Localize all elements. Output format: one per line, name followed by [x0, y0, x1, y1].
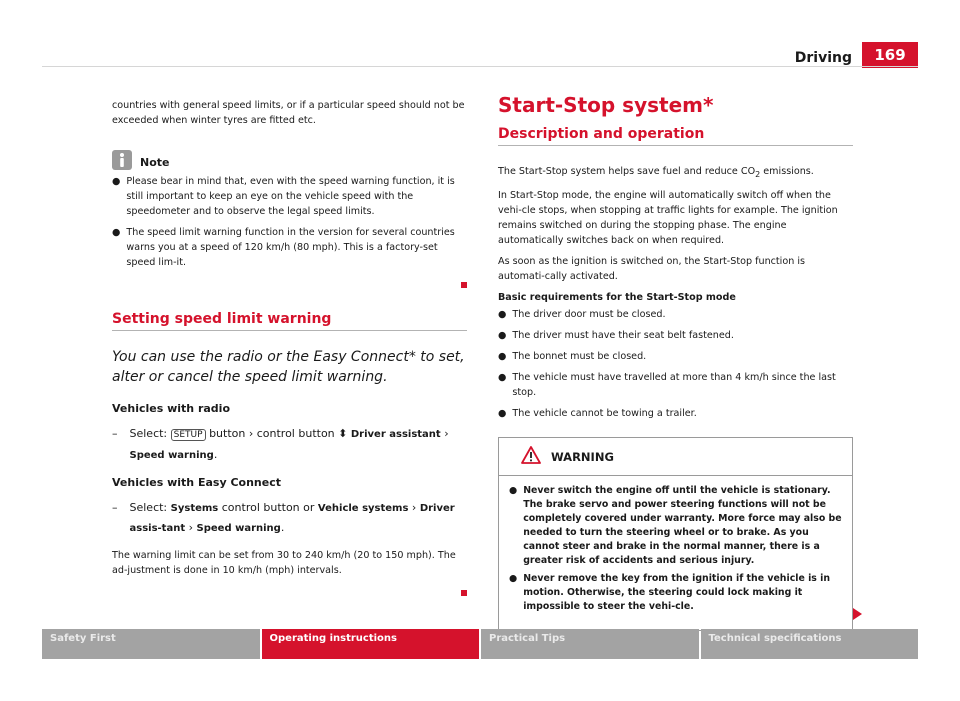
warning-heading: [499, 438, 852, 476]
intro-paragraph: The Start-Stop system helps save fuel and reduce $CO_2$ emissions.: [498, 166, 814, 179]
note-bullet: ● Please bear in mind that, even with the speed warning function, it is still important to keep an eye on the vehicle speed with the speedometer and to observe the legal speed limits.: [112, 176, 455, 217]
radio-heading: Vehicles with radio: [112, 402, 231, 415]
radio-step: – Select: SETUP button › control button ⬍ Driver assistant › Speed warning.: [112, 427, 449, 461]
range-text: The warning limit can be set from 30 to 240 km/h (20 to 150 mph). The ad-justment is done in 10 km/h (mph) intervals.: [112, 550, 456, 576]
header-divider: [42, 66, 918, 67]
section-heading: Setting speed limit warning: [112, 312, 467, 331]
requirement-item: ● The driver must have their seat belt fastened.: [498, 329, 734, 341]
footer-tab-safety-first[interactable]: Safety First: [42, 629, 260, 659]
note-info-icon: [112, 150, 132, 170]
header-section-title: Driving: [794, 50, 852, 66]
requirement-item: ● The vehicle cannot be towing a trailer.: [498, 407, 697, 419]
easy-connect-heading: Vehicles with Easy Connect: [112, 476, 281, 489]
page-number: 169: [862, 42, 918, 68]
requirement-item: ● The bonnet must be closed.: [498, 350, 647, 362]
easy-connect-step: – Select: Systems control button or Vehicle systems › Driver assis-tant › Speed warning.: [112, 501, 455, 534]
note-bullet: ● The speed limit warning function in the version for several countries warns you at a speed of 120 km/h (80 mph). This is a factory-set speed lim-it.: [112, 227, 455, 268]
warning-item: ● Never switch the engine off until the vehicle is stationary. The brake servo and power steering functions will not be completely covered under warranty. More force may also be needed to turn the steering wheel or to brake. As you cannot steer and brake in the normal manner, there is a greater risk of accidents and serious injury.: [509, 484, 842, 566]
main-title: Start-Stop system*: [498, 93, 714, 117]
warning-label: WARNING: [551, 449, 614, 464]
warning-item: ● Never remove the key from the ignition if the vehicle is in motion. Otherwise, the steering could lock making it impossible to steer the vehi-cle.: [509, 572, 831, 612]
note-heading: [112, 150, 467, 170]
right-column: [498, 93, 853, 631]
setup-key: SETUP: [171, 429, 206, 441]
warning-box: [498, 437, 853, 631]
activation-paragraph: As soon as the ignition is switched on, the Start-Stop function is automati-cally activated.: [498, 255, 806, 282]
requirements-heading: Basic requirements for the Start-Stop mode: [498, 291, 736, 303]
continuation-text: countries with general speed limits, or if a particular speed should not be exceeded when winter tyres are fitted etc.: [112, 100, 465, 126]
footer-tab-operating-instructions[interactable]: Operating instructions: [262, 629, 480, 659]
footer-tab-technical-specifications[interactable]: Technical specifications: [701, 629, 919, 659]
section-end-marker: [461, 282, 467, 288]
footer-tab-practical-tips[interactable]: Practical Tips: [481, 629, 699, 659]
warning-triangle-icon: [521, 446, 541, 469]
note-label: Note: [140, 156, 170, 169]
requirement-item: ● The driver door must be closed.: [498, 308, 666, 320]
section-end-marker: [461, 590, 467, 596]
continue-arrow-icon: [853, 608, 862, 620]
mode-paragraph: In Start-Stop mode, the engine will automatically switch off when the vehi-cle stops, when stopping at traffic lights for example. The ignition remains switched on during the stopping phase. The engine automatically switches back on when required.: [498, 189, 838, 246]
updown-arrow-icon: ⬍: [338, 427, 348, 440]
footer-nav: [42, 629, 918, 659]
left-column: [112, 98, 467, 596]
subsection-title: Description and operation: [498, 127, 853, 146]
requirement-item: ● The vehicle must have travelled at more than 4 km/h since the last stop.: [498, 371, 836, 398]
section-intro: You can use the radio or the Easy Connect* to set, alter or cancel the speed limit warning.: [112, 349, 465, 385]
